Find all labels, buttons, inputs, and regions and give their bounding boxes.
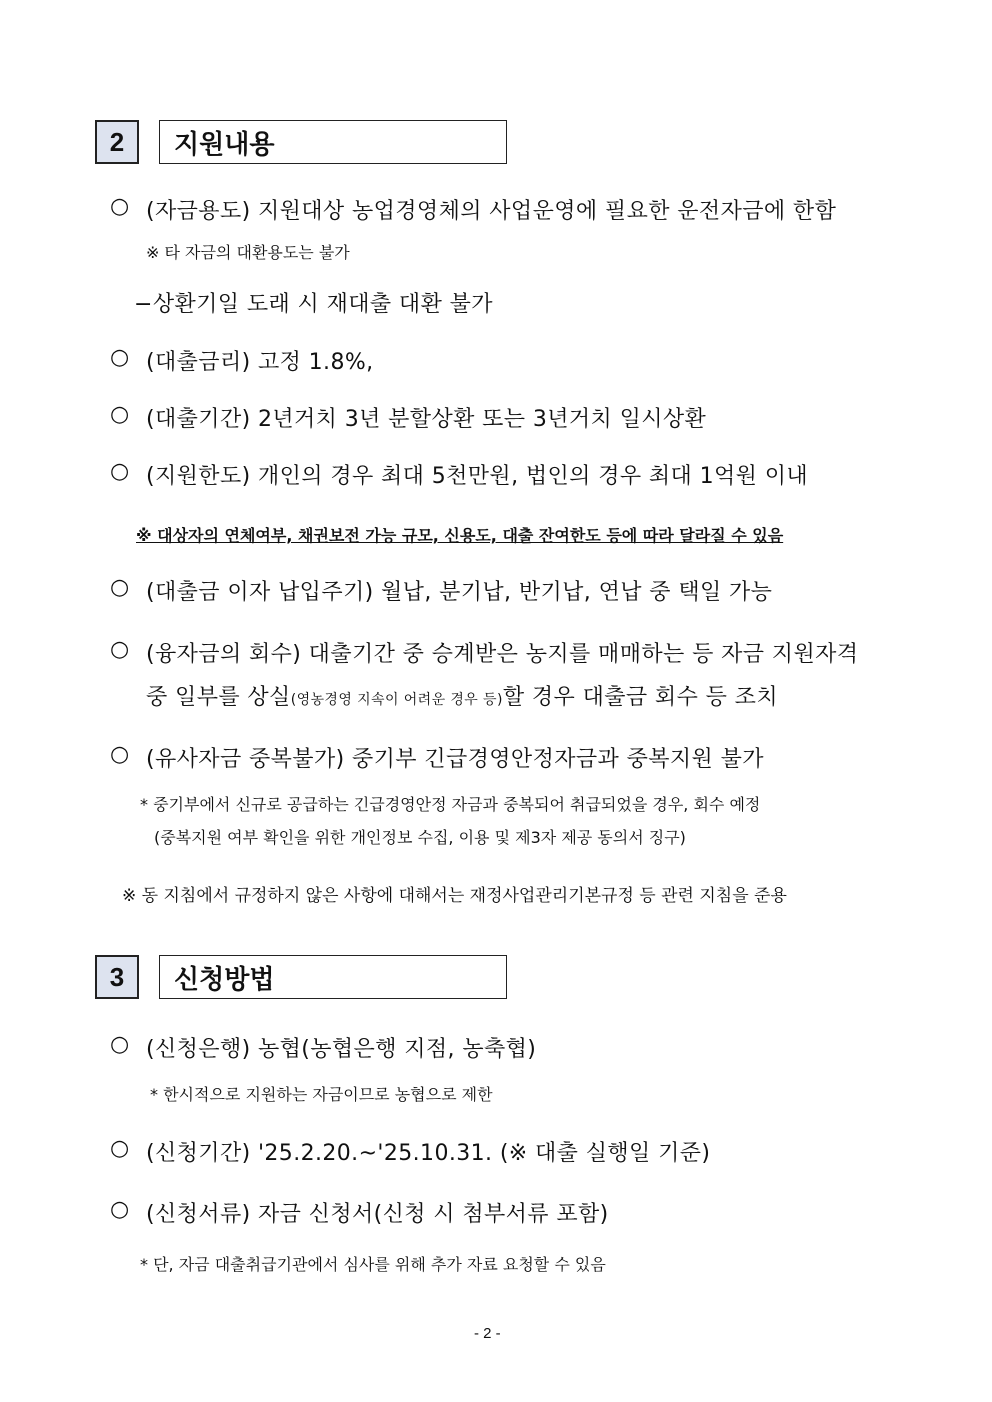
limit-text: (지원한도) 개인의 경우 최대 5천만원, 법인의 경우 최대 1억원 이내: [146, 464, 808, 489]
bullet-mark: ○: [110, 345, 130, 370]
purpose-text: (자금용도) 지원대상 농업경영체의 사업운영에 필요한 운전자금에 한함: [146, 199, 837, 224]
loan-period-text: (대출기간) 2년거치 3년 분할상환 또는 3년거치 일시상환: [146, 407, 707, 432]
purpose-sub: −상환기일 도래 시 재대출 대환 불가: [134, 292, 493, 317]
recall-line2-start: 중 일부를 상실: [146, 685, 291, 710]
recall-text-line1: (융자금의 회수) 대출기간 중 승계받은 농지를 매매하는 등 자금 지원자격: [146, 642, 859, 667]
bullet-mark: ○: [110, 402, 130, 427]
bullet-mark: ○: [110, 194, 130, 219]
recall-text-line2: [146, 680, 778, 711]
apply-documents-note: * 단, 자금 대출취급기관에서 심사를 위해 추가 자료 요청할 수 있음: [140, 1255, 606, 1274]
bullet-mark: ○: [110, 1136, 130, 1161]
limit-note: ※ 대상자의 연체여부, 채권보전 가능 규모, 신용도, 대출 잔여한도 등에 따라 달라질 수 있음: [136, 526, 784, 545]
general-note: ※ 동 지침에서 규정하지 않은 사항에 대해서는 재정사업관리기본규정 등 관련 지침을 준용: [122, 886, 787, 906]
bullet-mark: ○: [110, 459, 130, 484]
section-title: 신청방법: [159, 955, 507, 999]
bullet-mark: ○: [110, 742, 130, 767]
bullet-mark: ○: [110, 637, 130, 662]
section-number-box: 3: [95, 955, 139, 999]
duplicate-text: (유사자금 중복불가) 중기부 긴급경영안정자금과 중복지원 불가: [146, 747, 764, 772]
section-number-box: 2: [95, 120, 139, 164]
recall-line2-end: 할 경우 대출금 회수 등 조치: [502, 685, 778, 710]
bullet-mark: ○: [110, 1197, 130, 1222]
section-title: 지원내용: [159, 120, 507, 164]
duplicate-note-1: * 중기부에서 신규로 공급하는 긴급경영안정 자금과 중복되어 취급되었을 경우, 회수 예정: [140, 795, 761, 814]
purpose-note: ※ 타 자금의 대환용도는 불가: [146, 243, 350, 262]
apply-period-text: (신청기간) '25.2.20.~'25.10.31. (※ 대출 실행일 기준): [146, 1141, 711, 1166]
recall-line2-parenthetical: (영농경영 지속이 어려운 경우 등): [290, 692, 503, 708]
rate-text: (대출금리) 고정 1.8%,: [146, 350, 374, 375]
duplicate-note-2: (중복지원 여부 확인을 위한 개인정보 수집, 이용 및 제3자 제공 동의서 징구): [154, 828, 686, 847]
interest-cycle-text: (대출금 이자 납입주기) 월납, 분기납, 반기납, 연납 중 택일 가능: [146, 580, 773, 605]
apply-documents-text: (신청서류) 자금 신청서(신청 시 첨부서류 포함): [146, 1202, 609, 1227]
page-number: - 2 -: [474, 1325, 501, 1342]
bullet-mark: ○: [110, 1032, 130, 1057]
bullet-mark: ○: [110, 575, 130, 600]
apply-bank-note: * 한시적으로 지원하는 자금이므로 농협으로 제한: [150, 1085, 493, 1104]
apply-bank-text: (신청은행) 농협(농협은행 지점, 농축협): [146, 1037, 537, 1062]
